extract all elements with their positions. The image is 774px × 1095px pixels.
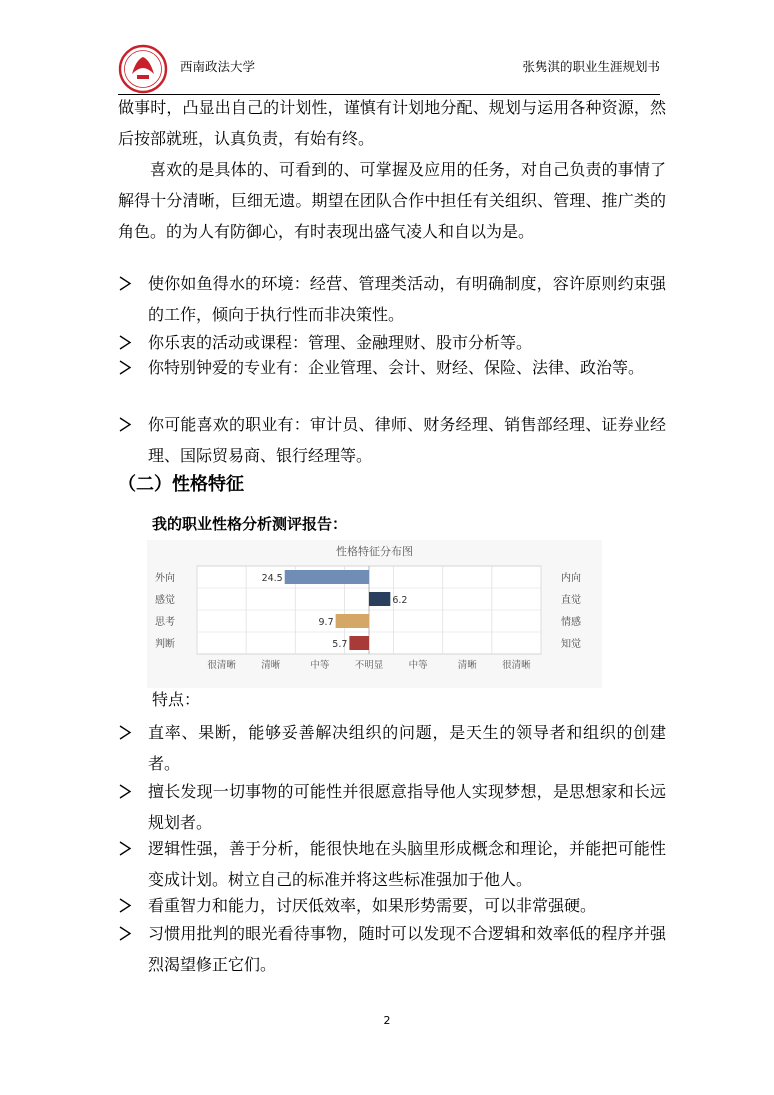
arrow-bullet-icon [118,717,132,748]
arrow-bullet-icon [118,352,132,383]
bar [285,570,369,584]
page-number: 2 [383,1014,391,1027]
page-header [118,44,660,95]
bullet-text: 你可能喜欢的职业有：审计员、律师、财务经理、销售部经理、证券业经理、国际贸易商、银行经理等。 [148,415,666,465]
bullet-item [118,409,666,471]
section-subheading: 我的职业性格分析测评报告： [152,515,348,533]
bullet-text: 看重智力和能力，讨厌低效率，如果形势需要，可以非常强硬。 [148,896,597,915]
document-title: 张隽淇的职业生涯规划书 [522,59,660,74]
left-label: 感觉 [155,595,175,606]
left-label: 外向 [155,573,175,584]
bullet-text: 你乐衷的活动或课程：管理、金融理财、股市分析等。 [148,333,533,352]
value-label: 6.2 [392,595,408,606]
right-label: 情感 [561,617,581,628]
left-label: 思考 [155,617,175,628]
bullet-item [118,890,666,921]
value-label: 5.7 [332,639,348,650]
bullet-text: 擅长发现一切事物的可能性并很愿意指导他人实现梦想，是思想家和长远规划者。 [148,782,666,832]
bullet-text: 逻辑性强，善于分析，能很快地在头脑里形成概念和理论，并能把可能性变成计划。树立自己的标准并将这些标准强加于他人。 [148,839,666,889]
x-tick-label: 清晰 [261,660,281,671]
x-tick-label: 清晰 [457,660,477,671]
bullet-item [118,918,666,980]
personality-chart [147,540,602,688]
right-label: 知觉 [561,639,581,650]
right-label: 直觉 [561,595,581,606]
value-label: 9.7 [318,617,334,628]
bullet-text: 直率、果断，能够妥善解决组织的问题，是天生的领导者和组织的创建者。 [148,723,666,773]
arrow-bullet-icon [118,409,132,440]
bullet-item [118,717,666,779]
bullet-item [118,776,666,838]
intro-paragraph-1: 做事时，凸显出自己的计划性，谨慎有计划地分配、规划与运用各种资源，然后按部就班，认真负责，有始有终。 [118,98,666,148]
x-tick-label: 很清晰 [207,660,236,671]
university-logo [118,44,168,94]
x-tick-label: 中等 [408,660,428,671]
bullet-text: 习惯用批判的眼光看待事物，随时可以发现不合逻辑和效率低的程序并强烈渴望修正它们。 [148,924,666,974]
arrow-bullet-icon [118,268,132,299]
x-tick-label: 不明显 [354,660,384,671]
traits-label: 特点： [152,690,201,709]
arrow-bullet-icon [118,776,132,807]
arrow-bullet-icon [118,833,132,864]
bullet-item [118,833,666,895]
bar [349,636,369,650]
arrow-bullet-icon [118,918,132,949]
left-label: 判断 [155,639,175,650]
intro-paragraph-2: 喜欢的是具体的、可看到的、可掌握及应用的任务，对自己负责的事情了解得十分清晰，巨细无遗。期望在团队合作中担任有关组织、管理、推广类的角色。的为人有防御心，有时表现出盛气凌人和自以为是。 [118,160,666,241]
x-tick-label: 很清晰 [502,660,531,671]
arrow-bullet-icon [118,890,132,921]
x-tick-label: 中等 [310,660,330,671]
bar [336,614,369,628]
bar [369,592,390,606]
school-name: 西南政法大学 [180,59,256,74]
chart-svg [147,540,602,688]
bullet-text: 你特别钟爱的专业有：企业管理、会计、财经、保险、法律、政治等。 [148,358,645,377]
bullet-item [118,268,666,330]
section-heading: （二）性格特征 [118,474,244,495]
value-label: 24.5 [261,573,283,584]
right-label: 内向 [561,573,581,584]
bullet-item [118,352,666,383]
bullet-text: 使你如鱼得水的环境：经营、管理类活动，有明确制度，容许原则约束强的工作，倾向于执行性而非决策性。 [148,274,666,324]
chart-title: 性格特征分布图 [336,545,413,558]
